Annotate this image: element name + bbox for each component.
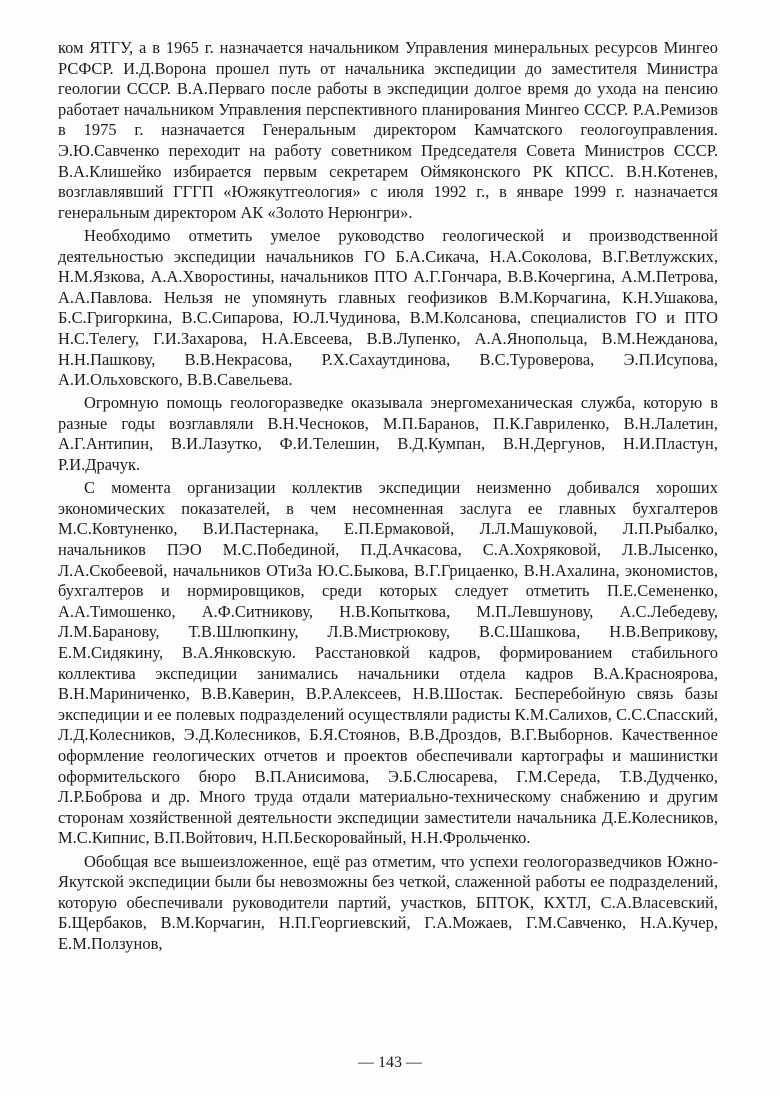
paragraph-energy-service: Огромную помощь геологоразведке оказывала энергомеханическая служба, которую в разные годы возглавляли В.Н.Чесноков, М.П.Баранов, П.К.Гавриленко, В.Н.Лалетин, А.Г.Антипин, В.И.Лазутко, Ф.И.Телешин, В.Д.Кумпан, В.Н.Дергунов, Н.И.Пластун, Р.И.Драчук. (58, 393, 718, 475)
paragraph-summary: Обобщая все вышеизложенное, ещё раз отметим, что успехи геологоразведчиков Южно-Якутской экспедиции были бы невозможны без четкой, слаженной работы ее подразделений, которую обеспечивали руководители партий, участков, БПТОК, КХТЛ, С.А.Власевский, Б.Щербаков, В.М.Корчагин, Н.П.Георгиевский, Г.А.Можаев, Г.М.Савченко, Н.А.Кучер, Е.М.Ползунов, (58, 851, 718, 953)
paragraph-continuation: ком ЯТГУ, а в 1965 г. назначается начальником Управления минеральных ресурсов Мингео РСФСР. И.Д.Ворона прошел путь от начальника экспедиции до заместителя Министра геологии СССР. В.А.Перваго после работы в экспедиции долгое время до ухода на пенсию работает начальником Управления перспективного планирования Мингео СССР. Р.А.Ремизов в 1975 г. назначается Генеральным директором Камчатского геологоуправления. Э.Ю.Савченко переходит на работу советником Председателя Совета Министров СССР. В.А.Клишейко избирается первым секретарем Оймяконского РК КПСС. В.Н.Котенев, возглавлявший ГГГП «Южякутгеология» с июля 1992 г., в январе 1999 г. назначается генеральным директором АК «Золото Нерюнгри». (58, 38, 718, 222)
body-text (58, 38, 718, 957)
paragraph-economics: С момента организации коллектив экспедиции неизменно добивался хороших экономических показателей, в чем несомненная заслуга ее главных бухгалтеров М.С.Ковтуненко, В.И.Пастернака, Е.П.Ермаковой, Л.Л.Машуковой, Л.П.Рыбалко, начальников ПЭО М.С.Побединой, П.Д.Ачкасова, С.А.Хохряковой, Л.В.Лысенко, Л.А.Скобеевой, начальников ОТиЗа Ю.С.Быкова, В.Г.Грицаенко, В.Н.Ахалина, экономистов, бухгалтеров и нормировщиков, среди которых следует отметить П.Е.Семененко, А.А.Тимошенко, А.Ф.Ситникову, Н.В.Копыткова, М.П.Левшунову, А.С.Лебедеву, Л.М.Баранову, Т.В.Шлюпкину, Л.В.Мистрюкову, В.С.Шашкова, Н.В.Веприкову, Е.М.Сидякину, В.А.Янковскую. Расстановкой кадров, формированием стабильного коллектива экспедиции занимались начальники отдела кадров В.А.Красноярова, В.Н.Мариниченко, В.В.Каверин, В.Р.Алексеев, Н.В.Шостак. Бесперебойную связь базы экспедиции и ее полевых подразделений осуществляли радисты К.М.Салихов, С.С.Спасский, Л.Д.Колесников, Э.Д.Колесников, Б.Я.Стоянов, В.В.Дроздов, В.Г.Выборнов. Качественное оформление геологических отчетов и проектов обеспечивали картографы и машинистки оформительского бюро В.П.Анисимова, Э.Б.Слюсарева, Г.М.Середа, Т.В.Дудченко, Л.Р.Боброва и др. Много труда отдали материально-техническому снабжению и другим сторонам хозяйственной деятельности экспедиции заместители начальника Д.Е.Колесников, М.С.Кипнис, В.П.Войтович, Н.П.Бескоровайный, Н.Н.Фрольченко. (58, 478, 718, 848)
paragraph-management: Необходимо отметить умелое руководство геологической и производственной деятельностью экспедиции начальников ГО Б.А.Сикача, Н.А.Соколова, В.Г.Ветлужских, Н.М.Язкова, А.А.Хворостины, начальников ПТО А.Г.Гончара, В.В.Кочергина, А.М.Петрова, А.А.Павлова. Нельзя не упомянуть главных геофизиков В.М.Корчагина, К.Н.Ушакова, Б.С.Григоркина, В.С.Сипарова, Ю.Л.Чудинова, В.М.Колсанова, специалистов ГО и ПТО Н.С.Телегу, Г.И.Захарова, Н.А.Евсеева, В.В.Лупенко, А.А.Янопольца, В.М.Нежданова, Н.Н.Пашкову, В.В.Некрасова, Р.Х.Сахаутдинова, В.С.Туроверова, Э.П.Исупова, А.И.Ольховского, В.В.Савельева. (58, 225, 718, 390)
page-number: — 143 — (358, 1054, 422, 1071)
